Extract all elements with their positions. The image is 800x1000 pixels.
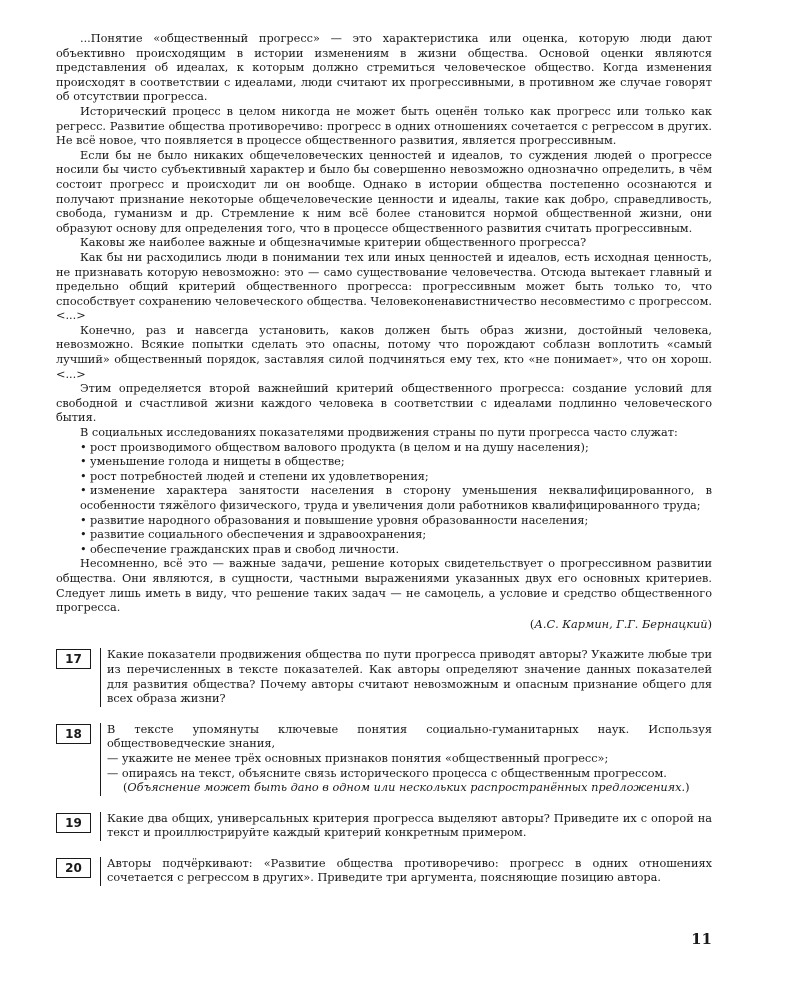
source-attribution: (А.С. Кармин, Г.Г. Бернацкий)	[529, 617, 712, 631]
task-number-box: 19	[56, 813, 91, 833]
list-item: • обеспечение гражданских прав и свобод личности.	[80, 542, 400, 556]
source-authors: А.С. Кармин, Г.Г. Бернацкий	[534, 617, 708, 631]
text-paragraph-3: Если бы не было никаких общечеловеческих ценностей и идеалов, то суждения людей о прогрессе носили бы чисто субъективный характер и было бы совершенно невозможно однозначно определить, в чём состоит прогресс и происходит ли он вообще. Однако в истории общества постепенно осознаются и получают признание некоторые общечеловеческие ценности и идеалы, такие как добро, справедливость, свобода, гуманизм и др. Стремление к ним всё более становится нормой общественной жизни, они образуют основу для определения того, что в процессе общественного развития считать прогрессивным.	[56, 148, 712, 235]
bullet-icon: •	[80, 440, 87, 454]
text-paragraph-4: Каковы же наиболее важные и общезначимые критерии общественного прогресса?	[80, 236, 587, 250]
bullet-icon: •	[80, 469, 87, 483]
task-item-2: — опираясь на текст, объясните связь исторического процесса с общественным прогрессом.	[107, 766, 667, 780]
list-item: • рост потребностей людей и степени их удовлетворения;	[80, 469, 429, 483]
text-paragraph-7: Этим определяется второй важнейший критерий общественного прогресса: создание условий для свободной и счастливой жизни каждого человека в соответствии с идеалами подлинно человеческого бытия.	[56, 382, 712, 425]
task-text: В тексте упомянуты ключевые понятия социально-гуманитарных наук. Используя обществоведческие знания,	[107, 722, 712, 751]
text-paragraph-5: Как бы ни расходились люди в понимании тех или иных ценностей и идеалов, есть исходная ценность, не признавать которую невозможно: это — само существование человечества. Отсюда вытекает главный и предельно общий критерий общественного прогресса: прогрессивным может быть только то, что способствует сохранению человеческого общества. Человеконенавистничество несовместимо с прогрессом. <...>	[56, 250, 712, 323]
text-paragraph-6: Конечно, раз и навсегда установить, каков должен быть образ жизни, достойный человека, невозможно. Всякие попытки сделать это опасны, потому что порождают соблазн воплотить «самый лучший» общественный порядок, заставляя силой подчиняться ему тех, кто «не понимает», что он хорош. <...>	[56, 323, 712, 381]
task-number-box: 20	[56, 858, 91, 878]
bullet-icon: •	[80, 455, 87, 469]
task-number-box: 18	[56, 724, 91, 744]
list-item: • развитие народного образования и повышение уровня образованности населения;	[80, 513, 589, 527]
task-number-box: 17	[56, 649, 91, 669]
bullet-icon: •	[80, 542, 87, 556]
list-item: • уменьшение голода и нищеты в обществе;	[80, 455, 345, 469]
document-page	[56, 32, 712, 886]
task-19	[56, 812, 712, 841]
task-text: Какие два общих, универсальных критерия прогресса выделяют авторы? Приведите их с опорой на текст и проиллюстрируйте каждый критерий конкретным примером.	[107, 811, 712, 840]
task-17	[56, 648, 712, 706]
text-paragraph-8: В социальных исследованиях показателями продвижения страны по пути прогресса часто служат:	[80, 426, 678, 440]
text-paragraph-2: Исторический процесс в целом никогда не может быть оценён только как прогресс или только как регресс. Развитие общества противоречиво: прогресс в одних отношениях сочетается с регрессом в других. Не всё новое, что появляется в процессе общественного развития, является прогрессивным.	[56, 104, 712, 148]
bullet-icon: •	[80, 528, 87, 542]
task-note: (Объяснение может быть дано в одном или нескольких распространённых предложениях.)	[123, 781, 690, 795]
task-item-1: — укажите не менее трёх основных признаков понятия «общественный прогресс»;	[107, 751, 609, 765]
bullet-icon: •	[80, 513, 87, 527]
task-18	[56, 723, 712, 796]
list-item: • развитие социального обеспечения и здравоохранения;	[80, 528, 427, 542]
task-20	[56, 857, 712, 886]
task-text: Какие показатели продвижения общества по пути прогресса приводят авторы? Укажите любые три из перечисленных в тексте показателей. Как авторы определяют значение данных показателей для развития общества? Почему авторы считают невозможным и опасным признание общего для всех образа жизни?	[107, 648, 712, 706]
text-paragraph-1: ...Понятие «общественный прогресс» — это характеристика или оценка, которую люди дают объективно происходящим в истории изменениям в жизни общества. Основой оценки являются представления об идеалах, к которым должно стремиться человеческое общество. Когда изменения происходят в соответствии с идеалами, люди считают их прогрессивными, в противном же случае говорят об отсутствии прогресса.	[56, 32, 712, 104]
list-item: • рост производимого обществом валового продукта (в целом и на душу населения);	[80, 440, 589, 454]
text-paragraph-9: Несомненно, всё это — важные задачи, решение которых свидетельствует о прогрессивном развитии общества. Они являются, в сущности, частными выражениями указанных двух его основных критериев. Следует лишь иметь в виду, что решение таких задач — не самоцель, а условие и средство общественного прогресса.	[56, 557, 712, 615]
list-item: • изменение характера занятости населения в сторону уменьшения неквалифицированного, в особенности тяжёлого физического, труда и увеличения доли работников квалифицированного труда;	[80, 484, 712, 512]
indicator-list	[56, 441, 712, 558]
page-number: 11	[691, 930, 712, 948]
bullet-icon: •	[80, 484, 87, 498]
task-text: Авторы подчёркивают: «Развитие общества противоречиво: прогресс в одних отношениях сочетается с регрессом в других». Приведите три аргумента, поясняющие позицию автора.	[107, 856, 712, 885]
